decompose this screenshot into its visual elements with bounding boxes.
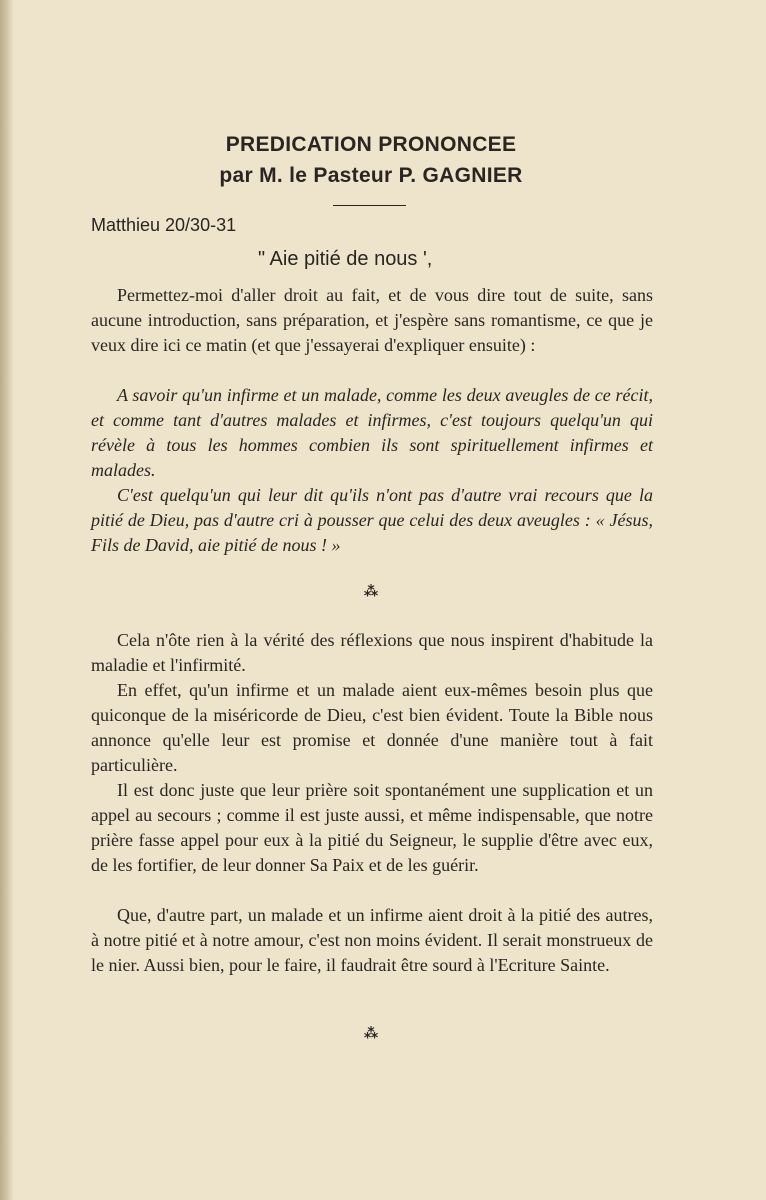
paragraph-6: Il est donc juste que leur prière soit spontanément une supplication et un appel au secours ; comme il est juste aussi, et même indispensable, que notre prière fasse appel pour eux à la pitié du Seigneur, le supplie d'être avec eux, de les fortifier, de leur donner Sa Paix et de les guérir. — [91, 780, 653, 875]
paragraph-4: Cela n'ôte rien à la vérité des réflexions que nous inspirent d'habitude la maladie et l'infirmité. — [91, 630, 653, 675]
paragraph-1: Permettez-moi d'aller droit au fait, et de vous dire tout de suite, sans aucune introduction, sans préparation, et j'espère sans romantisme, ce que je veux dire ici ce matin (et que j'essayerai d'expliquer ensuite) : — [91, 285, 653, 355]
asterism-1: ⁂ — [363, 584, 379, 600]
paragraph-3: C'est quelqu'un qui leur dit qu'ils n'ont pas d'autre vrai recours que la pitié de Dieu, pas d'autre cri à pousser que celui des deux aveugles : « Jésus, Fils de David, aie pitié de nous ! » — [91, 485, 653, 555]
scripture-reference: Matthieu 20/30-31 — [91, 215, 237, 235]
paragraph-5: En effet, qu'un infirme et un malade aient eux-mêmes besoin plus que quiconque de la miséricorde de Dieu, c'est bien évident. Toute la Bible nous annonce qu'elle leur est promise et donnée d'une manière tout à fait particulière. — [91, 680, 653, 775]
quote-title: " Aie pitié de nous ', — [258, 248, 433, 270]
title-divider — [333, 205, 406, 206]
sermon-title: PREDICATION PRONONCEE — [225, 133, 517, 156]
asterism-2: ⁂ — [363, 1026, 379, 1042]
paragraph-7: Que, d'autre part, un malade et un infirme aient droit à la pitié des autres, à notre pitié et à notre amour, c'est non moins évident. Il serait monstrueux de le nier. Aussi bien, pour le faire, il faudrait être sourd à l'Ecriture Sainte. — [91, 905, 653, 975]
sermon-author: par M. le Pasteur P. GAGNIER — [219, 164, 523, 187]
paragraph-2: A savoir qu'un infirme et un malade, comme les deux aveugles de ce récit, et comme tant d'autres malades et infirmes, c'est toujours quelqu'un qui révèle à tous les hommes combien ils sont spirituellement infirmes et malades. — [91, 385, 653, 480]
